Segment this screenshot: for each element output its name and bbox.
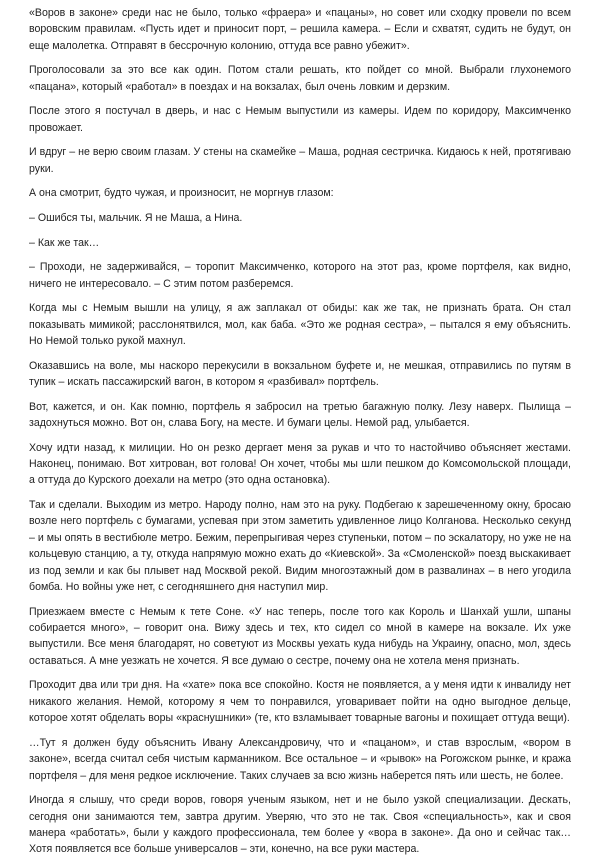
paragraph: Проголосовали за это все как один. Потом стали решать, кто пойдет со мной. Выбрали глухонемого «пацана», который «работал» в поездах и на вокзалах, был очень ловким и дерзким. bbox=[29, 64, 571, 93]
paragraph: …Тут я должен буду объяснить Ивану Александровичу, что и «пацаном», и став взрослым, «вором в законе», всегда считал себя чистым карманником. Все остальное – и «рывок» на Рогожском рынке, и кража портфеля – для меня редкое исключение. Таких случаев за всю жизнь наберется пять или шесть, не более. bbox=[29, 736, 571, 782]
paragraph: Когда мы с Немым вышли на улицу, я аж заплакал от обиды: как же так, не признать брата. Он стал показывать мимикой; расслонятвился, мол, как баба. «Это же родная сестра», – пытался я ему объяснить. Но Немой только рукой махнул. bbox=[29, 302, 571, 347]
paragraph: Проходит два или три дня. На «хате» пока все спокойно. Костя не появляется, а у меня идти к инвалиду нет никакого желания. Немой, которому я чем то понравился, уговаривает пойти на одно выгодное дельце, которое хотят обделать воры «краснушники» (те, кто взламывает товарные вагоны и похищает оттуда вещи). bbox=[29, 679, 571, 725]
paragraph: Вот, кажется, и он. Как помню, портфель я забросил на третью багажную полку. Лезу наверх. Пылища – задохнуться можно. Вот он, слава Богу, на месте. И бумаги целы. Немой рад, улыбается. bbox=[29, 400, 571, 429]
paragraph: И вдруг – не верю своим глазам. У стены на скамейке – Маша, родная сестричка. Кидаюсь к ней, протягиваю руки. bbox=[29, 146, 571, 175]
paragraph: Иногда я слышу, что среди воров, говоря ученым языком, нет и не было узкой специализации. Дескать, сегодня они занимаются тем, завтра другим. Уверяю, что это не так. Своя «специальность», как и своя манера «работать», были у каждого профессионала, тем более у «вора в законе». Да оно и сейчас так… Хотя появляется все больше универсалов – эти, конечно, на все руки мастера. bbox=[29, 794, 571, 856]
paragraph: – Проходи, не задерживайся, – торопит Максимченко, которого на этот раз, кроме портфеля, как видно, ничего не интересовало. – С этим потом разберемся. bbox=[29, 261, 571, 290]
paragraph: Хочу идти назад, к милиции. Но он резко дергает меня за рукав и что то настойчиво объясняет жестами. Наконец, понимаю. Вот хитрован, вот голова! Он хочет, чтобы мы шли пешком до Комсомольской площади, а оттуда до Курского доехали на метро (это одна остановка). bbox=[29, 441, 571, 487]
document-page bbox=[29, 5, 571, 866]
paragraph: Приезжаем вместе с Немым к тете Соне. «У нас теперь, после того как Король и Шанхай ушли, шпаны собирается много», – говорит она. Вижу здесь и тех, кто сидел со мной в камере на вокзале. Их уже выпустили. Все меня благодарят, но советуют из Москвы уехать куда нибудь на Украину, опасно, мол, здесь оставаться. А мне уезжать не хочется. Я все думаю о сестре, почему она не хотела меня признать. bbox=[29, 605, 571, 667]
paragraph: Оказавшись на воле, мы наскоро перекусили в вокзальном буфете и, не мешкая, отправились по путям в тупик – искать пассажирский вагон, в котором я «разбивал» портфель. bbox=[29, 359, 571, 388]
paragraph: – Ошибся ты, мальчик. Я не Маша, а Нина. bbox=[29, 212, 243, 224]
paragraph: Так и сделали. Выходим из метро. Народу полно, нам это на руку. Подбегаю к зарешеченному окну, бросаю возле него портфель с бумагами, успевая при этом заметить удивленное лицо Колганова. Несколько секунд – и мы опять в вестибюле метро. Бежим, перепрыгивая через ступеньки, потом – по эскалатору, но уже не на кольцевую станцию, а ту, откуда напрямую можно ехать до «Киевской». За «Смоленской» поезд выскакивает из под земли и как бы плывет над Москвой рекой. Видим многоэтажный дом в развалинах – в него угодила бомба. Но войны уже нет, с сегодняшнего дня наступил мир. bbox=[29, 499, 571, 594]
paragraph: «Воров в законе» среди нас не было, только «фраера» и «пацаны», но совет или сходку провели по всем воровским правилам. «Пусть идет и приносит порт, – решила камера. – Если и схватят, судить не будут, он еще малолетка. Отправят в бессрочную колонию, оттуда все равно убежит». bbox=[29, 7, 571, 52]
paragraph: А она смотрит, будто чужая, и произносит, не моргнув глазом: bbox=[29, 187, 334, 200]
paragraph: После этого я постучал в дверь, и нас с Немым выпустили из камеры. Идем по коридору, Максимченко провожает. bbox=[29, 105, 571, 134]
paragraph: – Как же так… bbox=[29, 236, 100, 249]
